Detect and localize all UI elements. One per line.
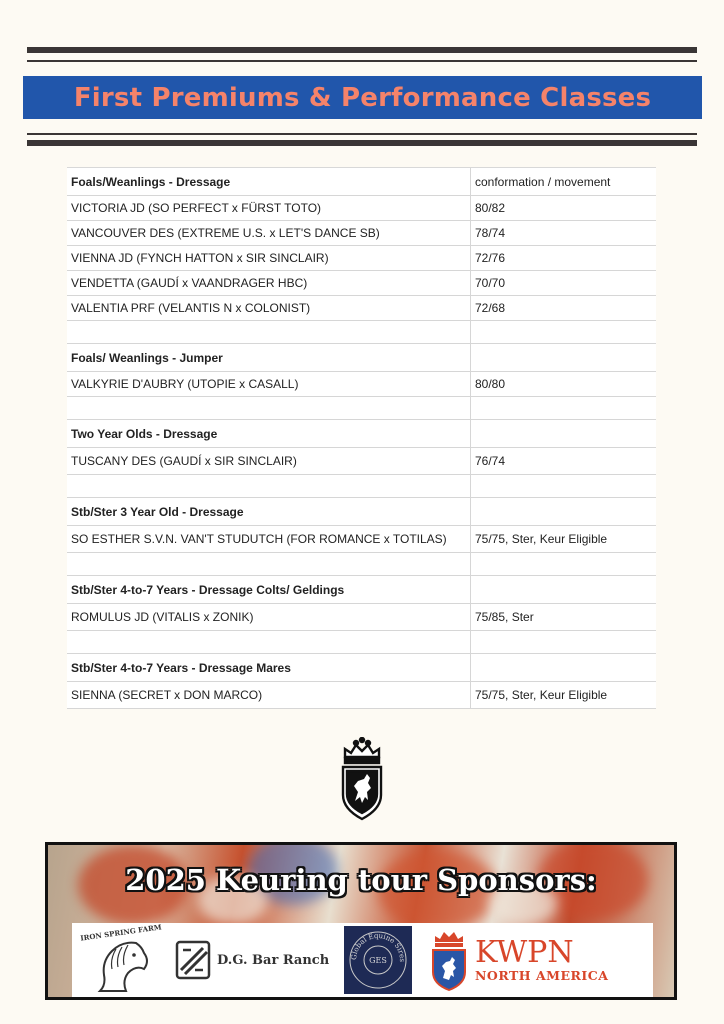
spacer-row bbox=[67, 553, 656, 576]
spacer-row bbox=[67, 321, 656, 344]
table-row bbox=[67, 246, 656, 271]
spacer-row bbox=[67, 475, 656, 498]
table-row bbox=[67, 221, 656, 246]
kwpn-name: KWPN bbox=[475, 934, 574, 970]
horse-name-cell: VANCOUVER DES (EXTREME U.S. x LET'S DANCE SB) bbox=[67, 221, 471, 245]
spacer-row bbox=[67, 631, 656, 654]
class-header-row bbox=[67, 654, 656, 682]
class-header-row bbox=[67, 344, 656, 372]
class-header-row bbox=[67, 168, 656, 196]
iron-spring-farm-logo bbox=[72, 923, 167, 997]
sponsors-title: 2025 Keuring tour Sponsors: bbox=[125, 863, 597, 897]
horse-name-cell: SO ESTHER S.V.N. VAN'T STUDUTCH (FOR ROMANCE x TOTILAS) bbox=[67, 526, 471, 552]
table-row bbox=[67, 682, 656, 709]
score-cell bbox=[471, 420, 656, 447]
ges-center-text: GES bbox=[369, 956, 387, 965]
class-header-row bbox=[67, 420, 656, 448]
iron-spring-farm-text: IRON SPRING FARM bbox=[79, 922, 163, 943]
score-cell: conformation / movement bbox=[475, 174, 611, 189]
score-cell: 75/75, Ster, Keur Eligible bbox=[475, 688, 608, 702]
horse-name-cell: Stb/Ster 4-to-7 Years - Dressage Mares bbox=[67, 654, 471, 681]
score-cell: 78/74 bbox=[475, 226, 506, 240]
horse-name-cell: Foals/ Weanlings - Jumper bbox=[67, 344, 471, 371]
score-cell: 76/74 bbox=[475, 454, 506, 468]
score-cell bbox=[471, 344, 656, 371]
horse-name-cell: VICTORIA JD (SO PERFECT x FÜRST TOTO) bbox=[67, 196, 471, 220]
horse-name-cell bbox=[67, 397, 471, 419]
horse-name-cell: TUSCANY DES (GAUDÍ x SIR SINCLAIR) bbox=[67, 448, 471, 474]
kwpn-shield-icon bbox=[429, 928, 469, 992]
horse-name-cell bbox=[67, 321, 471, 343]
ges-ring-text: Global Equine Sires bbox=[349, 931, 407, 963]
kwpn-subtitle: NORTH AMERICA bbox=[475, 967, 609, 983]
ges-badge-icon bbox=[344, 926, 412, 994]
score-cell bbox=[471, 654, 656, 681]
table-row bbox=[67, 526, 656, 553]
horse-name-cell: VALKYRIE D'AUBRY (UTOPIE x CASALL) bbox=[67, 372, 471, 396]
table-row bbox=[67, 372, 656, 397]
horse-name-cell bbox=[67, 631, 471, 653]
score-cell bbox=[471, 631, 656, 653]
horse-name-cell: ROMULUS JD (VITALIS x ZONIK) bbox=[67, 604, 471, 630]
score-cell bbox=[471, 576, 656, 603]
horse-name-cell: VIENNA JD (FYNCH HATTON x SIR SINCLAIR) bbox=[67, 246, 471, 270]
score-cell: 80/82 bbox=[475, 201, 506, 215]
score-cell: 75/75, Ster, Keur Eligible bbox=[475, 532, 608, 546]
score-cell bbox=[471, 553, 656, 575]
global-equine-sires-logo bbox=[337, 923, 419, 997]
bottom-rule-thick bbox=[27, 140, 697, 146]
score-cell: 72/76 bbox=[475, 251, 506, 265]
page-title: First Premiums & Performance Classes bbox=[73, 82, 652, 113]
table-row bbox=[67, 271, 656, 296]
class-header-row bbox=[67, 576, 656, 604]
horse-name-cell: Foals/Weanlings - Dressage bbox=[67, 168, 471, 195]
kwpn-crest-icon bbox=[337, 737, 387, 821]
score-cell bbox=[471, 475, 656, 497]
score-cell: 80/80 bbox=[475, 377, 506, 391]
sponsors-banner bbox=[45, 842, 677, 1000]
table-row bbox=[67, 448, 656, 475]
table-row bbox=[67, 604, 656, 631]
horse-name-cell: Two Year Olds - Dressage bbox=[67, 420, 471, 447]
table-row bbox=[67, 296, 656, 321]
horse-head-icon bbox=[86, 935, 156, 995]
class-header-row bbox=[67, 498, 656, 526]
horse-name-cell: VALENTIA PRF (VELANTIS N x COLONIST) bbox=[67, 296, 471, 320]
title-banner bbox=[23, 76, 702, 119]
results-table bbox=[67, 167, 656, 709]
score-cell bbox=[471, 498, 656, 525]
score-cell: 72/68 bbox=[475, 301, 506, 315]
kwpn-north-america-logo bbox=[419, 923, 653, 997]
horse-name-cell: Stb/Ster 3 Year Old - Dressage bbox=[67, 498, 471, 525]
sponsor-logos bbox=[72, 923, 653, 997]
horse-name-cell: Stb/Ster 4-to-7 Years - Dressage Colts/ Geldings bbox=[67, 576, 471, 603]
horse-name-cell bbox=[67, 553, 471, 575]
top-rule-thick bbox=[27, 47, 697, 53]
bottom-rule-thin bbox=[27, 133, 697, 135]
top-rule-thin bbox=[27, 60, 697, 62]
table-row bbox=[67, 196, 656, 221]
score-cell: 75/85, Ster bbox=[475, 610, 534, 624]
horse-name-cell: VENDETTA (GAUDÍ x VAANDRAGER HBC) bbox=[67, 271, 471, 295]
horse-name-cell: SIENNA (SECRET x DON MARCO) bbox=[67, 682, 471, 708]
horse-name-cell bbox=[67, 475, 471, 497]
score-cell bbox=[471, 397, 656, 419]
score-cell bbox=[471, 321, 656, 343]
dg-brand-icon bbox=[175, 940, 211, 980]
score-cell: 70/70 bbox=[475, 276, 506, 290]
dg-bar-ranch-logo bbox=[167, 923, 337, 997]
spacer-row bbox=[67, 397, 656, 420]
dg-bar-ranch-text: D.G. Bar Ranch bbox=[217, 952, 330, 968]
